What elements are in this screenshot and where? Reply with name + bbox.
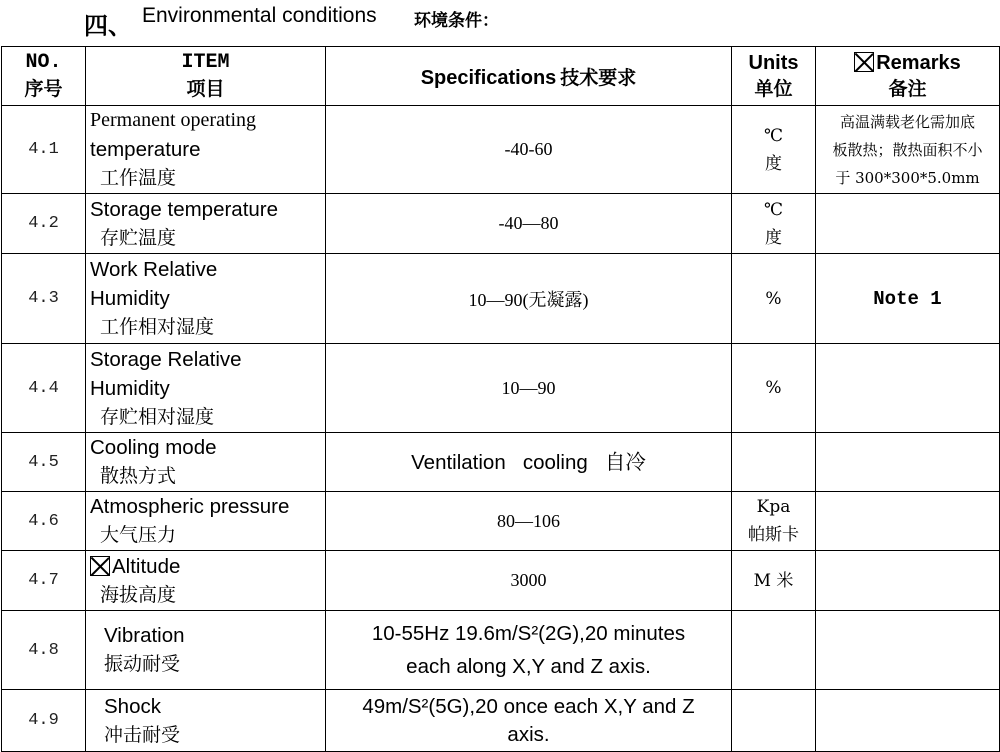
row-unit (732, 492, 816, 551)
row-item (86, 344, 326, 433)
row-number: 4.4 (2, 344, 86, 433)
row-remark (816, 194, 1000, 254)
row-spec: -40—80 (326, 194, 732, 254)
row-spec: 10—90(无凝露) (326, 254, 732, 344)
table-row (2, 344, 1000, 433)
row-number: 4.6 (2, 492, 86, 551)
row-unit: % (732, 344, 816, 433)
header-spec-cn: 技术要求 (560, 66, 637, 89)
item-en-2: temperature (90, 138, 201, 161)
item-en: Storage Relative (90, 347, 242, 371)
row-remark (816, 690, 1000, 752)
row-item (86, 433, 326, 492)
table-row (2, 551, 1000, 611)
item-en: Storage temperature (90, 197, 279, 221)
row-spec: 10—90 (326, 344, 732, 433)
row-spec: 3000 (326, 551, 732, 611)
section-title-cn: 环境条件： (414, 11, 499, 31)
header-units (732, 47, 816, 106)
item-en: Cooling mode (90, 436, 217, 459)
table-row (2, 254, 1000, 344)
table-row (2, 106, 1000, 194)
table-row (2, 194, 1000, 254)
row-unit: M 米 (732, 551, 816, 611)
row-spec (326, 611, 732, 690)
row-remark (816, 344, 1000, 433)
header-spec-en: Specifications (420, 66, 557, 89)
header-specifications (326, 47, 732, 106)
row-spec: -40-60 (326, 106, 732, 194)
row-remark (816, 106, 1000, 194)
remark-line-2: 板散热；散热面积不小 (832, 140, 983, 159)
checkbox-crossed-icon (854, 52, 874, 72)
table-row (2, 433, 1000, 492)
table-row (2, 611, 1000, 690)
row-item (86, 690, 326, 752)
header-remarks-en: Remarks (876, 52, 961, 74)
header-item-en: ITEM (181, 51, 230, 74)
header-no-en: NO. (25, 51, 62, 74)
row-remark (816, 551, 1000, 611)
header-units-cn: 单位 (754, 78, 793, 100)
item-cn: 振动耐受 (104, 653, 181, 675)
row-remark (816, 492, 1000, 551)
header-remarks-cn: 备注 (888, 78, 927, 100)
row-remark (816, 611, 1000, 690)
row-number: 4.1 (2, 106, 86, 194)
table-row (2, 690, 1000, 752)
item-en: Permanent operating (90, 109, 257, 131)
spec-line-1: 10-55Hz 19.6m/S²(2G),20 minutes (371, 622, 686, 645)
header-units-en: Units (748, 52, 799, 74)
row-number: 4.8 (2, 611, 86, 690)
item-cn: 海拔高度 (100, 583, 177, 606)
header-item-cn: 项目 (186, 78, 225, 100)
row-item (86, 492, 326, 551)
row-spec: 80—106 (326, 492, 732, 551)
item-cn: 工作相对湿度 (100, 316, 215, 338)
item-en-2: Humidity (90, 376, 170, 400)
row-spec: Ventilation cooling 自冷 (326, 433, 732, 492)
row-unit (732, 433, 816, 492)
row-number: 4.3 (2, 254, 86, 344)
row-unit (732, 106, 816, 194)
row-unit: % (732, 254, 816, 344)
item-en: Atmospheric pressure (90, 495, 290, 518)
header-remarks (816, 47, 1000, 106)
header-no (2, 47, 86, 106)
row-item (86, 194, 326, 254)
item-en: Work Relative (90, 258, 218, 281)
remark-line-1: 高温满载老化需加底 (839, 112, 975, 131)
unit-cn: 帕斯卡 (748, 525, 799, 545)
row-item (86, 611, 326, 690)
header-no-cn: 序号 (24, 78, 63, 100)
unit-cn: 度 (765, 227, 782, 248)
header-item (86, 47, 326, 106)
row-item (86, 106, 326, 194)
section-number: 四、 (84, 11, 132, 40)
section-title-en: Environmental conditions (142, 4, 377, 27)
item-cn: 散热方式 (100, 465, 177, 487)
unit-symbol: Kpa (756, 497, 791, 517)
item-en-2: Humidity (90, 287, 170, 310)
row-number: 4.5 (2, 433, 86, 492)
item-en: Altitude (90, 552, 325, 581)
spec-line-2: axis. (507, 722, 550, 746)
item-cn: 大气压力 (100, 524, 177, 546)
row-spec (326, 690, 732, 752)
row-number: 4.7 (2, 551, 86, 611)
table-row (2, 492, 1000, 551)
item-cn: 冲击耐受 (104, 723, 181, 746)
unit-symbol: ℃ (763, 125, 784, 146)
item-cn: 存贮温度 (100, 226, 177, 249)
row-item (86, 551, 326, 611)
row-number: 4.2 (2, 194, 86, 254)
row-number: 4.9 (2, 690, 86, 752)
row-item (86, 254, 326, 344)
remark-line-3: 于 300*300*5.0mm (835, 168, 980, 187)
row-unit (732, 194, 816, 254)
row-remark (816, 433, 1000, 492)
table-header-row (2, 47, 1000, 106)
row-unit (732, 690, 816, 752)
item-en: Vibration (104, 624, 185, 647)
item-cn: 存贮相对湿度 (100, 405, 215, 428)
checkbox-crossed-icon (90, 556, 110, 576)
unit-symbol: ℃ (763, 199, 784, 220)
spec-line-2: each along X,Y and Z axis. (406, 655, 651, 678)
row-unit (732, 611, 816, 690)
row-remark: Note 1 (816, 254, 1000, 344)
environmental-conditions-table (1, 46, 1000, 752)
item-cn: 工作温度 (100, 167, 177, 189)
unit-cn: 度 (765, 153, 782, 174)
spec-line-1: 49m/S²(5G),20 once each X,Y and Z (362, 694, 695, 718)
item-en: Shock (104, 694, 161, 718)
